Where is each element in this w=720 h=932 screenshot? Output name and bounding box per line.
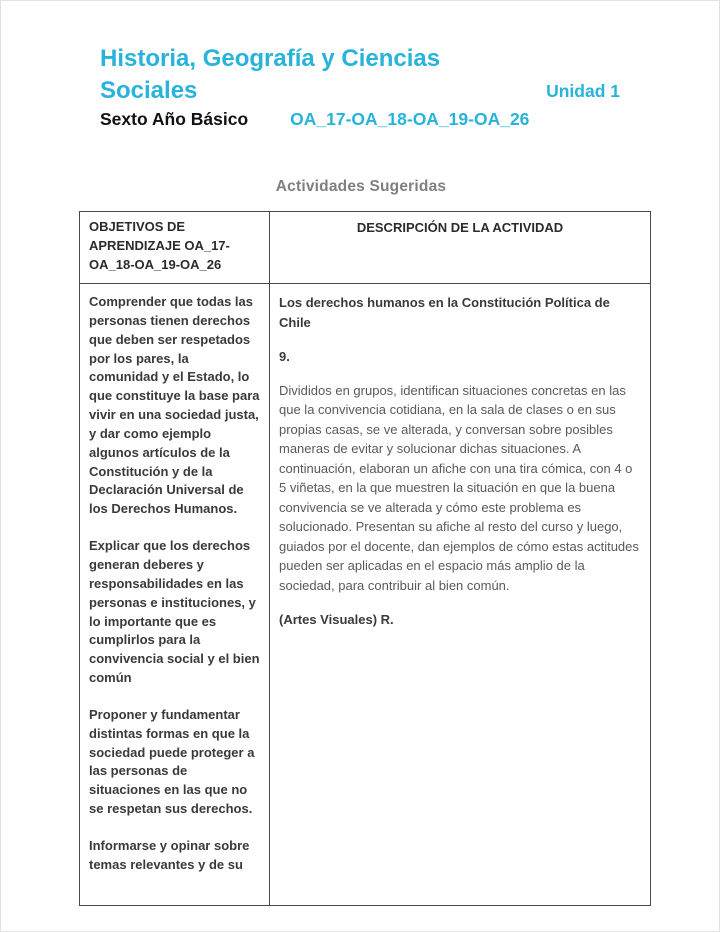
section-title: Actividades Sugeridas [275,178,447,195]
activity-description: Divididos en grupos, identifican situaciones concretas en las que la convivencia cotidiana, en la sala de clases o en sus propias casas, se ve alterada, y conversan sobre posibles maneras de evitar y solucionar dichas situaciones. A continuación, elaboran un afiche con una tira cómica, con 4 o 5 viñetas, en la que muestren la situación en que la buena convivencia se ve alterada y cómo este problema es solucionado. Presentan su afiche al resto del curso y luego, guiados por el docente, dan ejemplos de cómo estas actitudes pueden ser aplicadas en el espacio más amplio de la sociedad, para contribuir al bien común. [279,382,639,593]
activity-title: Los derechos humanos en la Constitución Política de Chile [279,295,610,330]
unit-label: Unidad 1 [546,81,620,102]
table-header-row [80,212,651,284]
oa-codes-label: OA_17-OA_18-OA_19-OA_26 [290,109,530,130]
objectives-column-header: OBJETIVOS DE APRENDIZAJE OA_17-OA_18-OA_19-OA_26 [80,212,270,284]
objective-paragraph-1: Comprender que todas las personas tienen derechos que deben ser respetados por los pares, la comunidad y el Estado, lo que constituye la base para vivir en una sociedad justa, y dar como ejemplo algunos artículos de la Constitución y de la Declaración Universal de los Derechos Humanos. [89,294,260,517]
table-row [80,284,651,906]
objective-paragraph-4: Informarse y opinar sobre temas relevantes y de su [89,837,250,872]
objectives-cell [80,284,270,906]
activities-table [79,211,651,906]
page-title: Historia, Geografía y Ciencias Sociales [100,45,441,104]
activity-column-header: DESCRIPCIÓN DE LA ACTIVIDAD [270,212,651,284]
document-header [100,43,620,130]
title-row [100,43,620,106]
objective-paragraph-3: Proponer y fundamentar distintas formas en que la sociedad puede proteger a las personas de situaciones en las que no se respetan sus derechos. [89,706,255,817]
activity-subject-tag: (Artes Visuales) R. [279,612,394,627]
grade-label: Sexto Año Básico [100,109,249,130]
activity-number: 9. [279,349,290,364]
subtitle-row [100,109,620,130]
activity-cell [270,284,651,906]
objective-paragraph-2: Explicar que los derechos generan deberes y responsabilidades en las personas e instituciones, y lo importante que es cumplirlos para la convivencia social y el bien común [89,538,260,686]
